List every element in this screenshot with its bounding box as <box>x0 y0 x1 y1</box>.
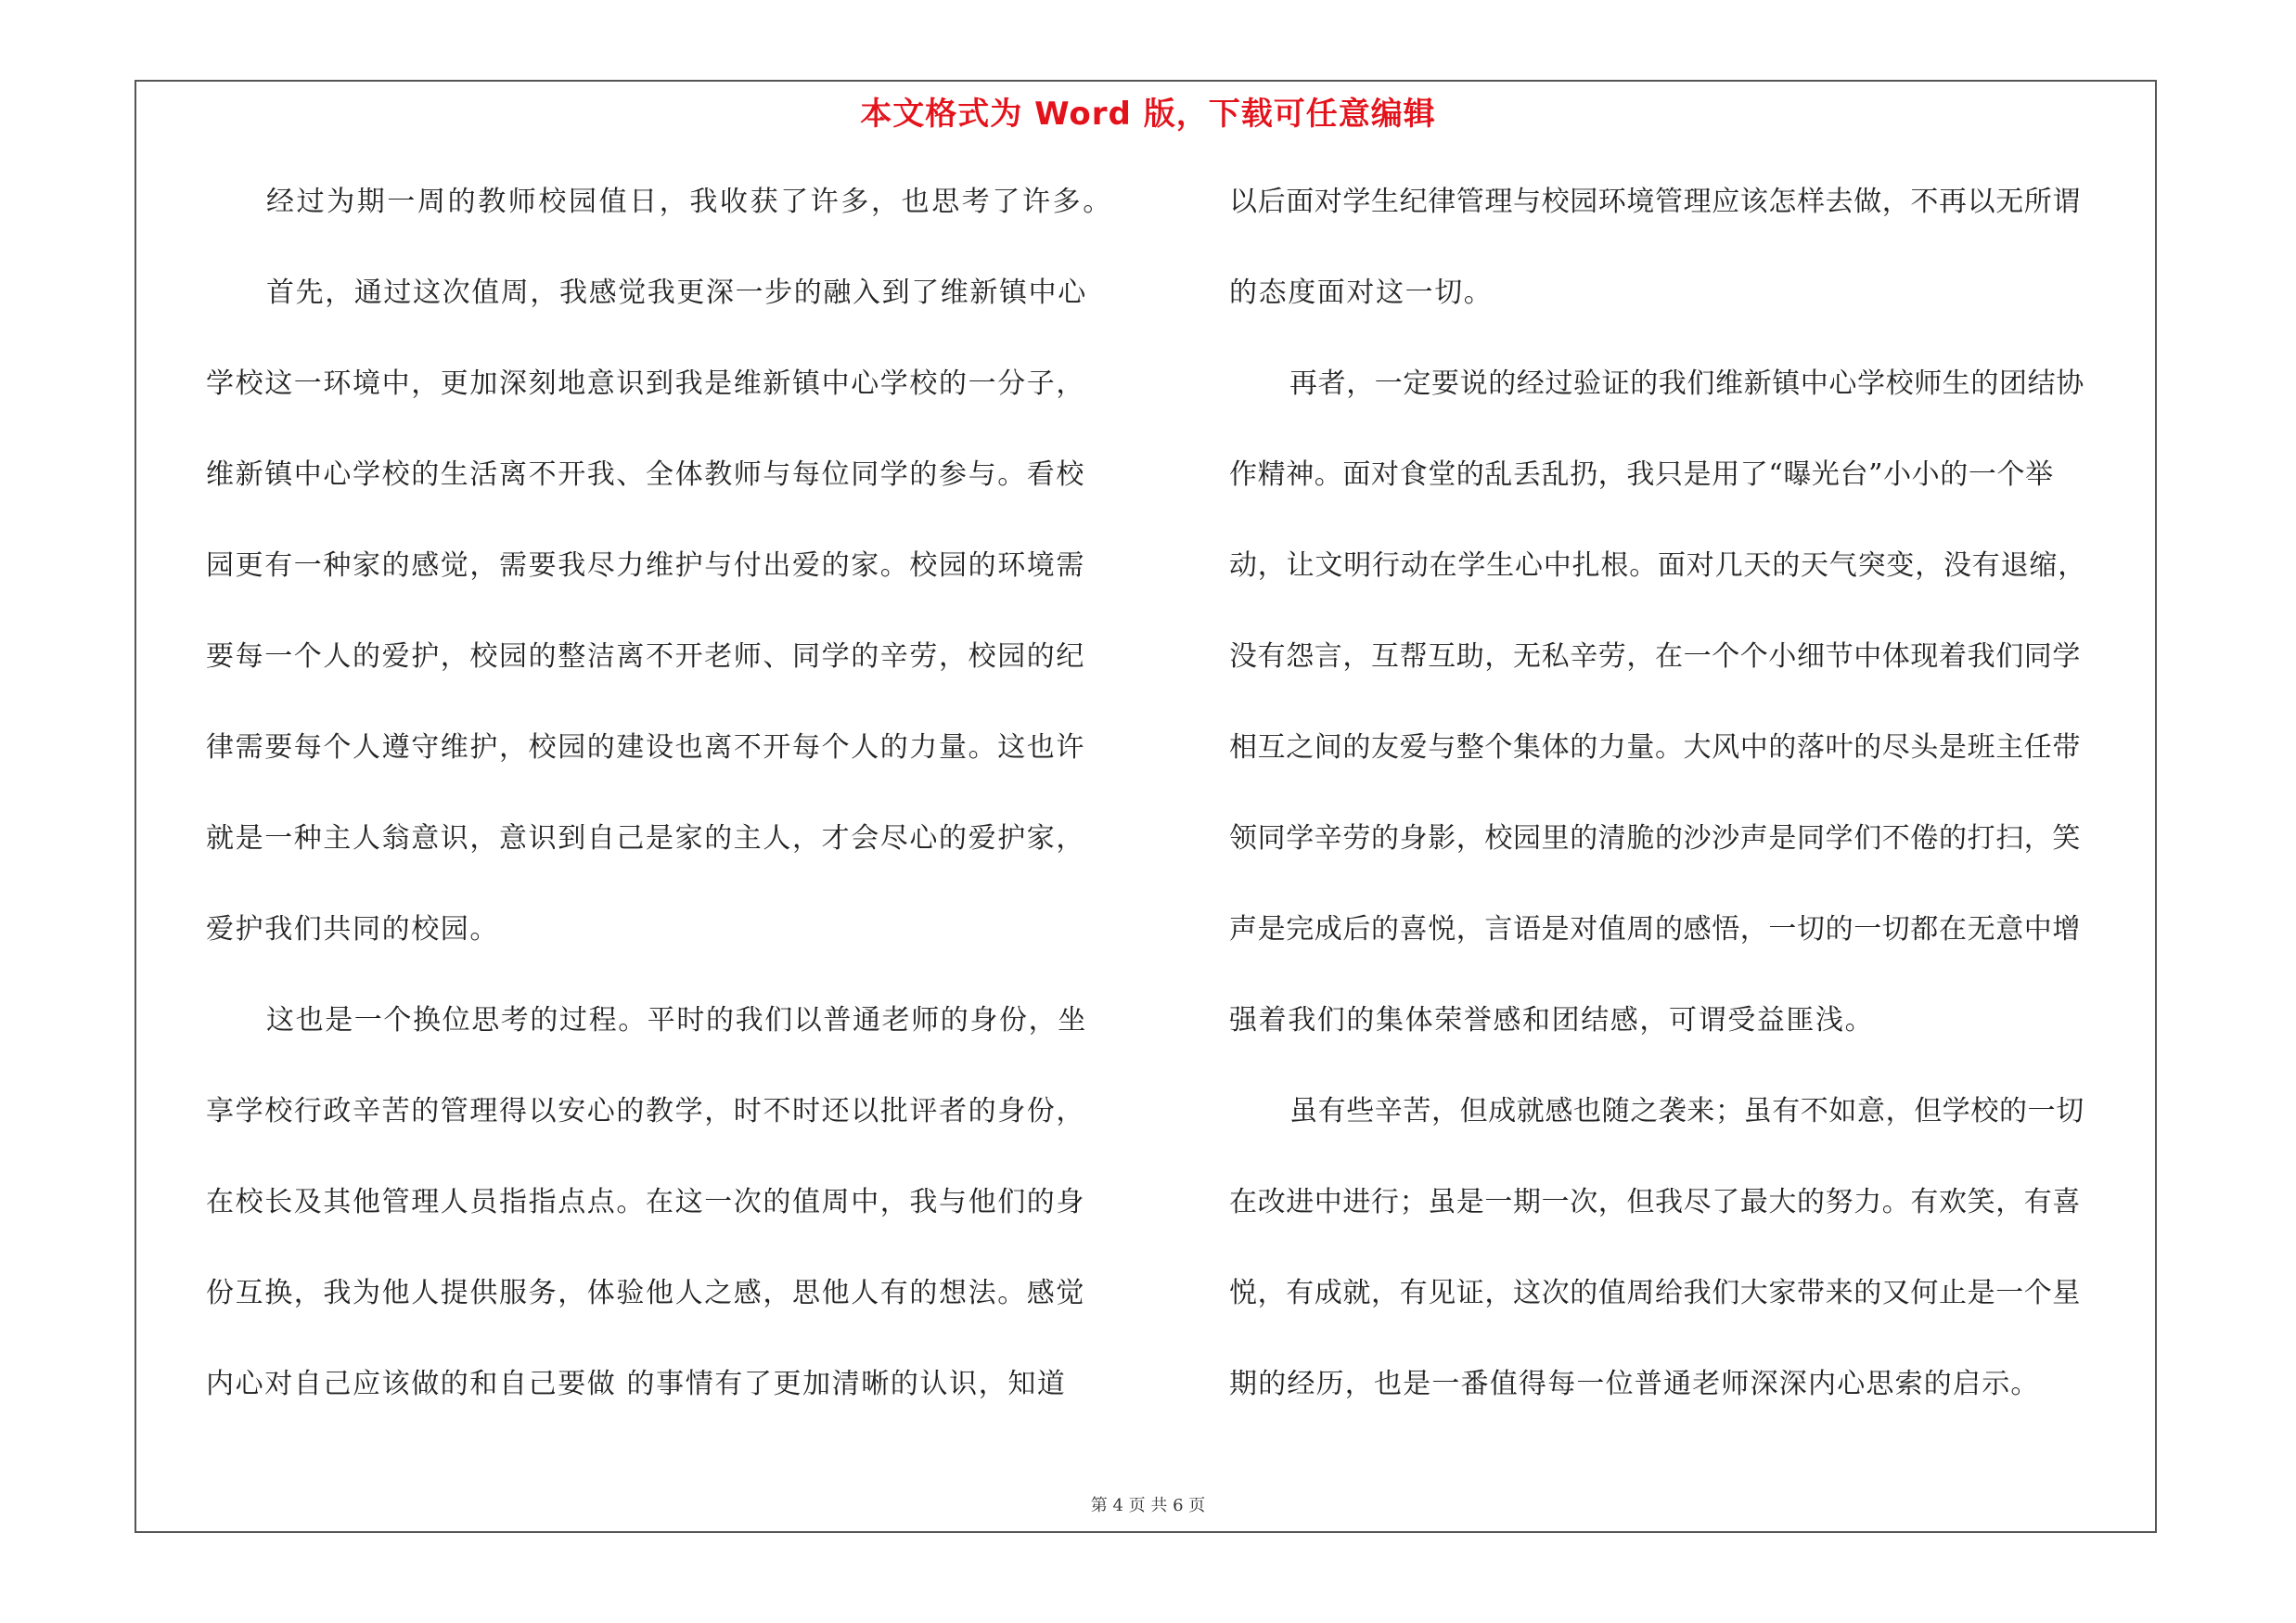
text-line: 维新镇中心学校的生活离不开我、全体教师与每位同学的参与。看校 <box>206 458 1085 491</box>
format-notice-banner: 本文格式为 Word 版，下载可任意编辑 <box>860 96 1436 133</box>
text-line: 这也是一个换位思考的过程。平时的我们以普通老师的身份，坐 <box>266 1004 1087 1037</box>
text-line: 要每一个人的爱护，校园的整洁离不开老师、同学的辛劳，校园的纪 <box>206 640 1085 673</box>
text-line: 首先，通过这次值周，我感觉我更深一步的融入到了维新镇中心 <box>266 277 1087 309</box>
text-line: 相互之间的友爱与整个集体的力量。大风中的落叶的尽头是班主任带 <box>1229 731 2081 764</box>
text-line: 作精神。面对食堂的乱丢乱扔，我只是用了“曝光台”小小的一个举 <box>1229 458 2054 491</box>
page-number-footer: 第 4 页 共 6 页 <box>1090 1496 1206 1515</box>
text-line: 没有怨言，互帮互助，无私辛劳，在一个个小细节中体现着我们同学 <box>1229 640 2081 673</box>
text-line: 期的经历，也是一番值得每一位普通老师深深内心思索的启示。 <box>1229 1368 2040 1400</box>
text-line: 内心对自己应该做的和自己要做 的事情有了更加清晰的认识，知道 <box>206 1368 1067 1400</box>
text-line: 强着我们的集体荣誉感和团结感，可谓受益匪浅。 <box>1229 1004 1875 1037</box>
text-line: 就是一种主人翁意识，意识到自己是家的主人，才会尽心的爱护家， <box>206 822 1085 855</box>
text-line: 虽有些辛苦，但成就感也随之袭来；虽有不如意，但学校的一切 <box>1289 1095 2084 1127</box>
text-line: 悦，有成就，有见证，这次的值周给我们大家带来的又何止是一个星 <box>1229 1277 2081 1309</box>
text-line: 学校这一环境中，更加深刻地意识到我是维新镇中心学校的一分子， <box>206 367 1085 400</box>
text-line: 在校长及其他管理人员指指点点。在这一次的值周中，我与他们的身 <box>206 1186 1085 1218</box>
text-line: 再者，一定要说的经过验证的我们维新镇中心学校师生的团结协 <box>1289 367 2084 400</box>
text-line: 份互换，我为他人提供服务，体验他人之感，思他人有的想法。感觉 <box>206 1277 1085 1309</box>
text-line: 享学校行政辛苦的管理得以安心的教学，时不时还以批评者的身份， <box>206 1095 1085 1127</box>
text-line: 声是完成后的喜悦，言语是对值周的感悟，一切的一切都在无意中增 <box>1229 913 2081 946</box>
text-line: 以后面对学生纪律管理与校园环境管理应该怎样去做，不再以无所谓 <box>1229 186 2081 218</box>
text-line: 领同学辛劳的身影，校园里的清脆的沙沙声是同学们不倦的打扫，笑 <box>1229 822 2081 855</box>
text-line: 爱护我们共同的校园。 <box>206 913 499 946</box>
text-line: 的态度面对这一切。 <box>1229 277 1494 309</box>
text-line: 在改进中进行；虽是一期一次，但我尽了最大的努力。有欢笑，有喜 <box>1229 1186 2081 1218</box>
text-line: 律需要每个人遵守维护，校园的建设也离不开每个人的力量。这也许 <box>206 731 1085 764</box>
text-line: 园更有一种家的感觉，需要我尽力维护与付出爱的家。校园的环境需 <box>206 549 1085 582</box>
text-line: 经过为期一周的教师校园值日，我收获了许多，也思考了许多。 <box>266 186 1113 218</box>
text-line: 动，让文明行动在学生心中扎根。面对几天的天气突变，没有退缩， <box>1229 549 2086 582</box>
